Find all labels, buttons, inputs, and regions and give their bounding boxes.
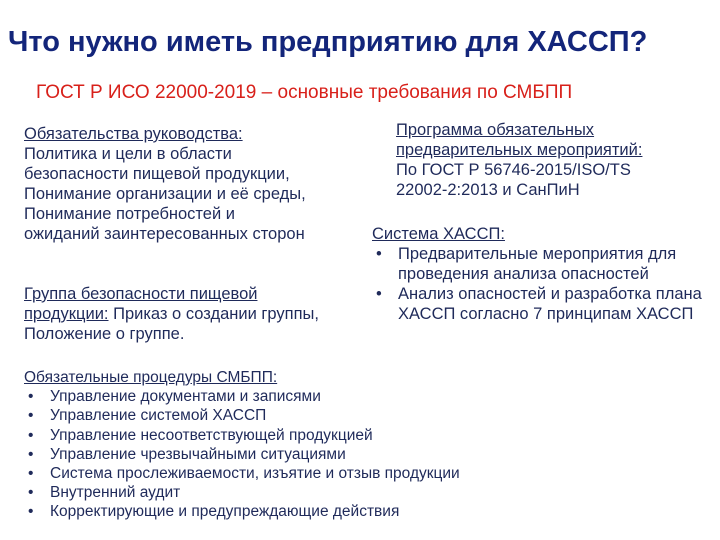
management-line: Понимание потребностей и <box>24 205 236 223</box>
prp-line: 22002-2:2013 и СанПиН <box>396 181 580 199</box>
list-item: • Управление чрезвычайными ситуациями <box>24 445 714 464</box>
food-safety-group-block <box>24 284 369 344</box>
procedures-heading: Обязательные процедуры СМБПП: <box>24 369 278 386</box>
group-text: Приказ о создании группы, <box>108 305 319 323</box>
prp-heading-line: Программа обязательных <box>396 121 595 139</box>
haccp-list <box>372 244 712 324</box>
group-heading-line: продукции: <box>24 305 109 323</box>
list-item: • Предварительные мероприятия для проведения анализа опасностей <box>372 244 712 284</box>
list-item: • Внутренний аудит <box>24 483 714 502</box>
management-line: безопасности пищевой продукции, <box>24 165 290 183</box>
procedures-list <box>24 387 714 521</box>
list-item: • Корректирующие и предупреждающие действия <box>24 502 714 521</box>
list-item: • Анализ опасностей и разработка плана ХАССП согласно 7 принципам ХАССП <box>372 284 712 324</box>
group-text: Положение о группе. <box>24 325 185 343</box>
mandatory-procedures-block <box>24 368 714 522</box>
management-line: Политика и цели в области <box>24 145 232 163</box>
management-line: Понимание организации и её среды, <box>24 185 306 203</box>
list-item: • Управление документами и записями <box>24 387 714 406</box>
page-subtitle: ГОСТ Р ИСО 22000-2019 – основные требования по СМБПП <box>36 82 573 103</box>
group-heading-line: Группа безопасности пищевой <box>24 285 258 303</box>
group-line <box>24 304 369 324</box>
management-line: ожиданий заинтересованных сторон <box>24 225 305 243</box>
list-item: • Система прослеживаемости, изъятие и отзыв продукции <box>24 464 714 483</box>
haccp-system-block <box>372 224 712 324</box>
haccp-heading: Система ХАССП: <box>372 225 505 243</box>
list-item: • Управление несоответствующей продукцией <box>24 426 714 445</box>
prp-line: По ГОСТ Р 56746-2015/ISO/TS <box>396 161 631 179</box>
management-commitments-block <box>24 124 364 244</box>
prerequisite-program-block <box>396 120 716 200</box>
page-title: Что нужно иметь предприятию для ХАССП? <box>8 26 648 58</box>
management-heading: Обязательства руководства: <box>24 125 243 143</box>
prp-heading-line: предварительных мероприятий: <box>396 141 643 159</box>
list-item: • Управление системой ХАССП <box>24 406 714 425</box>
